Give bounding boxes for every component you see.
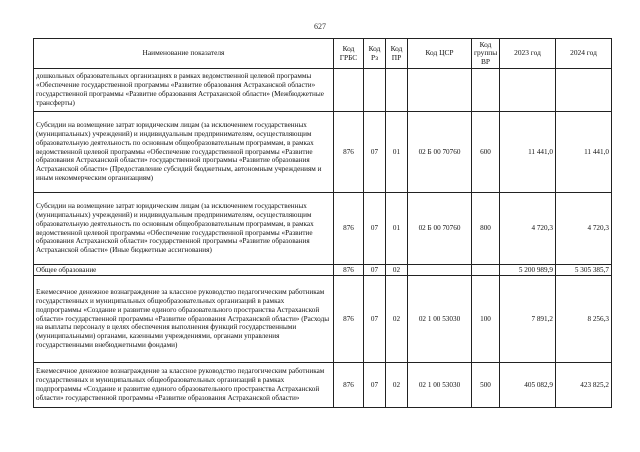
row-2024: 11 441,0 [556,112,612,193]
row-pr: 01 [386,112,408,193]
row-name: Субсидии на возмещение затрат юридическим лицам (за исключением государственных (муниципальных) учреждений) и индивидуальным предпринимателям, осуществляющим образовательную деятельность по основным общеобразовательным программам, в рамках ведомственной целевой программы «Обеспечение государственной программы «Развитие образования Астраханской области» государственной программы «Развитие образования Астраханской области» (Иные бюджетные ассигнования) [34,193,334,265]
row-csr: 02 1 00 53030 [408,363,472,408]
row-rz [364,69,386,112]
row-2023: 4 720,3 [500,193,556,265]
row-name: Общее образование [34,265,334,276]
header-2023: 2023 год [500,39,556,69]
row-pr: 02 [386,276,408,363]
row-vr: 800 [472,193,500,265]
row-name: Субсидии на возмещение затрат юридическим лицам (за исключением государственных (муниципальных) учреждений) и индивидуальным предпринимателям, осуществляющим образовательную деятельность по основным общеобразовательным программам, в рамках ведомственной целевой программы «Обеспечение государственной программы «Развитие образования Астраханской области» государственной программы «Развитие образования Астраханской области» (Предоставление субсидий бюджетным, автономным учреждениям и иным некоммерческим организациям) [34,112,334,193]
table-row [34,112,612,193]
row-2023: 7 891,2 [500,276,556,363]
row-2023: 405 082,9 [500,363,556,408]
row-rz: 07 [364,363,386,408]
table-row [34,363,612,408]
row-grbs: 876 [334,112,364,193]
header-vr: Код группы ВР [472,39,500,69]
row-grbs [334,69,364,112]
header-name: Наименование показателя [34,39,334,69]
row-pr: 01 [386,193,408,265]
row-csr [408,265,472,276]
row-rz: 07 [364,193,386,265]
row-grbs: 876 [334,265,364,276]
row-2024: 5 305 385,7 [556,265,612,276]
row-2023 [500,69,556,112]
row-grbs: 876 [334,193,364,265]
row-vr: 100 [472,276,500,363]
page-number: 627 [314,22,326,31]
row-csr: 02 Б 00 70760 [408,193,472,265]
row-name: дошкольных образовательных организациях в рамках ведомственной целевой программы «Обеспечение государственной программы «Развитие образования Астраханской области» государственной программы «Развитие образования Астраханской области» (Межбюджетные трансферты) [34,69,334,112]
row-2023: 5 200 989,9 [500,265,556,276]
row-rz: 07 [364,112,386,193]
row-csr: 02 Б 00 70760 [408,112,472,193]
row-pr [386,69,408,112]
row-2024: 4 720,3 [556,193,612,265]
row-2024: 423 825,2 [556,363,612,408]
row-vr [472,265,500,276]
row-name: Ежемесячное денежное вознаграждение за классное руководство педагогическим работникам государственных и муниципальных общеобразовательных организаций в рамках подпрограммы «Создание и развитие единого образовательного пространства Астраханской области» государственной программы «Развитие образования Астраханской области» (Расходы на выплаты персоналу в целях обеспечения выполнения функций государственными (муниципальными) органами, казенными учреждениями, органами управления государственными внебюджетными фондами) [34,276,334,363]
row-csr [408,69,472,112]
row-name: Ежемесячное денежное вознаграждение за классное руководство педагогическим работникам государственных и муниципальных общеобразовательных организаций в рамках подпрограммы «Создание и развитие единого образовательного пространства Астраханской области» государственной программы «Развитие образования Астраханской области» [34,363,334,408]
row-grbs: 876 [334,363,364,408]
table-row [34,69,612,112]
header-2024: 2024 год [556,39,612,69]
row-vr: 500 [472,363,500,408]
table-row [34,265,612,276]
row-csr: 02 1 00 53030 [408,276,472,363]
header-rz: Код Рз [364,39,386,69]
row-grbs: 876 [334,276,364,363]
table-row [34,276,612,363]
budget-table [33,38,612,408]
header-pr: Код ПР [386,39,408,69]
row-pr: 02 [386,265,408,276]
header-csr: Код ЦСР [408,39,472,69]
row-2024: 8 256,3 [556,276,612,363]
table-header-row [34,39,612,69]
header-grbs: Код ГРБС [334,39,364,69]
row-rz: 07 [364,265,386,276]
row-2023: 11 441,0 [500,112,556,193]
row-vr [472,69,500,112]
row-vr: 600 [472,112,500,193]
table-row [34,193,612,265]
row-2024 [556,69,612,112]
row-pr: 02 [386,363,408,408]
row-rz: 07 [364,276,386,363]
